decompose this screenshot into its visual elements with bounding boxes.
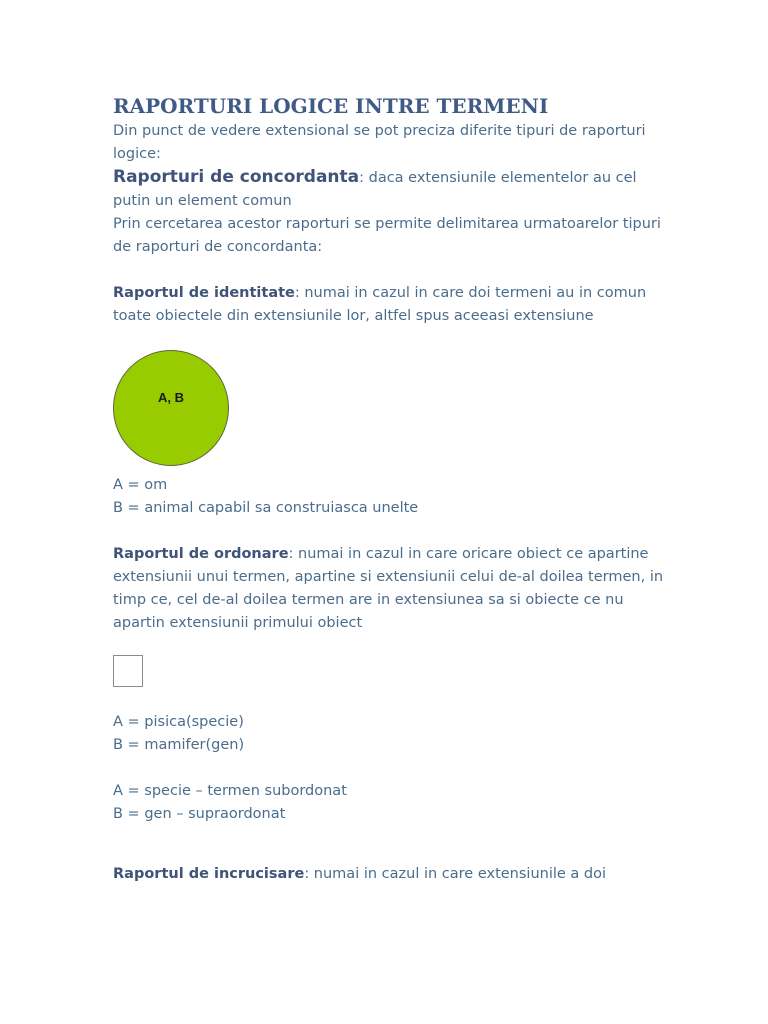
spacer — [113, 826, 673, 849]
intro-paragraph: Din punct de vedere extensional se pot preciza diferite tipuri de raporturi logice: — [113, 123, 646, 162]
concordanta-paragraph — [113, 166, 673, 213]
incrucisare-paragraph — [113, 863, 673, 886]
concordanta-text: : daca extensiunile elementelor au cel putin un element comun — [113, 170, 637, 209]
spacer — [113, 520, 673, 543]
document-title: RAPORTURI LOGICE INTRE TERMENI — [113, 94, 549, 118]
ordonare-a1: A = pisica(specie) — [113, 714, 244, 730]
ordonare-lead: Raportul de ordonare — [113, 546, 289, 562]
ordonare-b1: B = mamifer(gen) — [113, 737, 245, 753]
document-page — [113, 92, 673, 886]
identitate-paragraph — [113, 282, 673, 328]
ordonare-text: : numai in cazul in care oricare obiect ce apartine extensiunii unui termen, apartine si extensiunii celui de-al doilea termen, in timp ce, cel de-al doilea termen are in extensiunea sa si obiecte ce nu apartin extensiunii primului obiect — [113, 546, 664, 631]
identity-circle-label: A, B — [158, 390, 184, 405]
ordonare-b2: B = gen – supraordonat — [113, 806, 286, 822]
identitate-a: A = om — [113, 477, 168, 493]
cercetare-paragraph: Prin cercetarea acestor raporturi se permite delimitarea urmatoarelor tipuri de raporturi de concordanta: — [113, 216, 661, 255]
spacer — [113, 849, 673, 863]
identitate-b: B = animal capabil sa construiasca unelte — [113, 500, 419, 516]
identity-circle — [113, 350, 229, 466]
ordonare-paragraph — [113, 543, 673, 635]
incrucisare-lead: Raportul de incrucisare — [113, 866, 305, 882]
identitate-lead: Raportul de identitate — [113, 285, 295, 301]
identitate-text: : numai in cazul in care doi termeni au in comun toate obiectele din extensiunile lor, altfel spus aceeasi extensiune — [113, 285, 647, 324]
ordonare-diagram-placeholder — [113, 655, 143, 687]
incrucisare-text: : numai in cazul in care extensiunile a doi — [304, 866, 607, 882]
spacer — [113, 757, 673, 780]
ordonare-a2: A = specie – termen subordonat — [113, 783, 347, 799]
concordanta-lead: Raporturi de concordanta — [113, 167, 360, 187]
identity-diagram — [113, 350, 233, 470]
spacer — [113, 259, 673, 282]
